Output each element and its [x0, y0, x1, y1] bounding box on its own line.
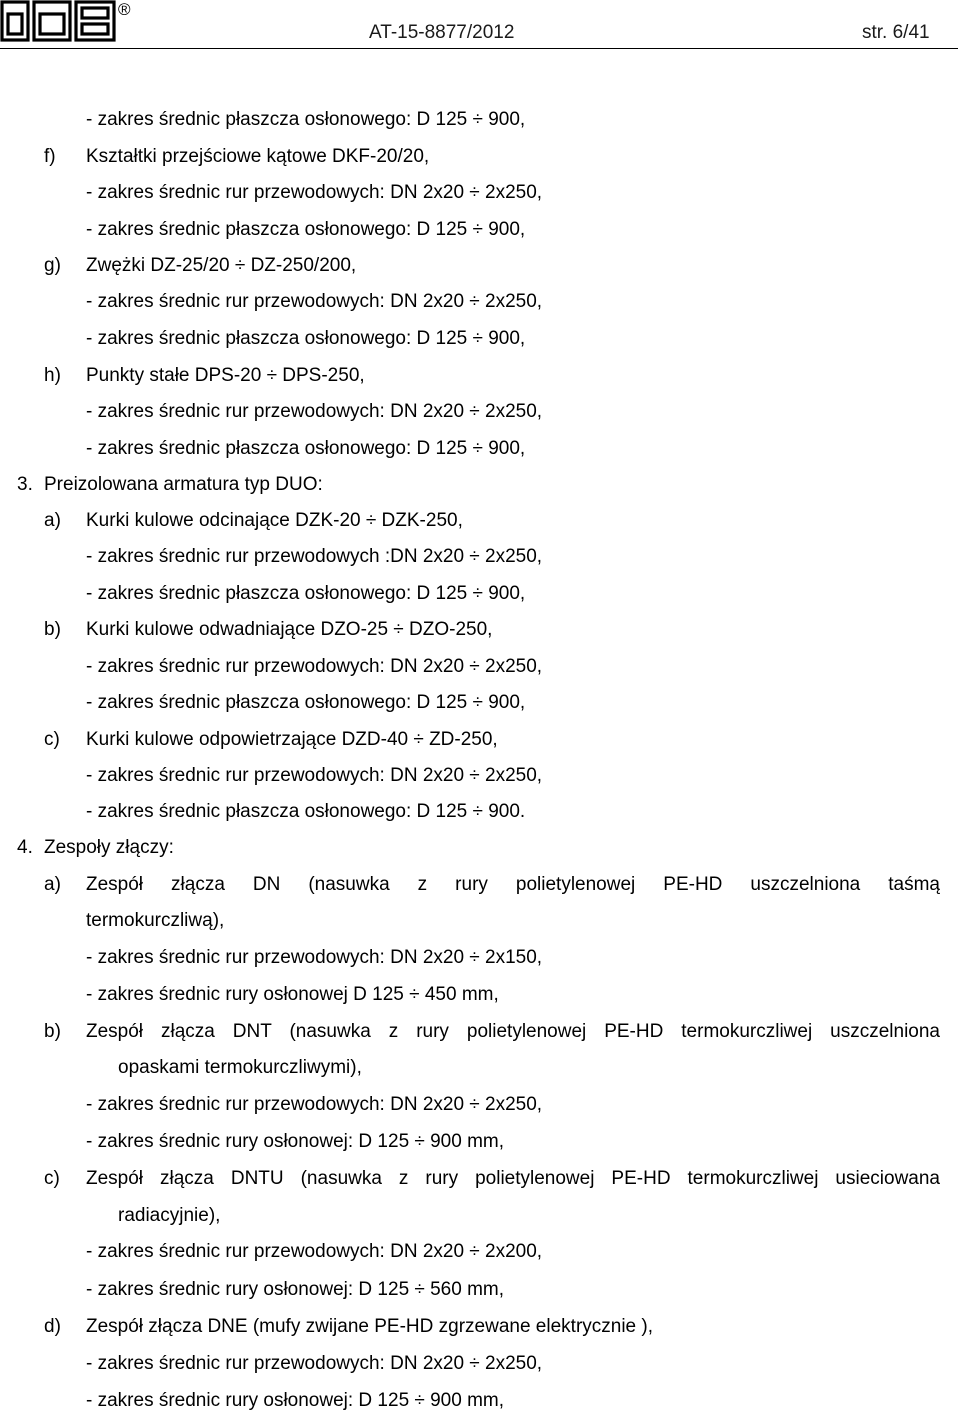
header-rule — [0, 48, 958, 49]
registered-mark: ® — [118, 0, 131, 19]
document-number: AT-15-8877/2012 — [369, 22, 515, 43]
page-header — [0, 0, 960, 50]
page-number: str. 6/41 — [862, 22, 930, 43]
itb-logo — [0, 0, 116, 44]
